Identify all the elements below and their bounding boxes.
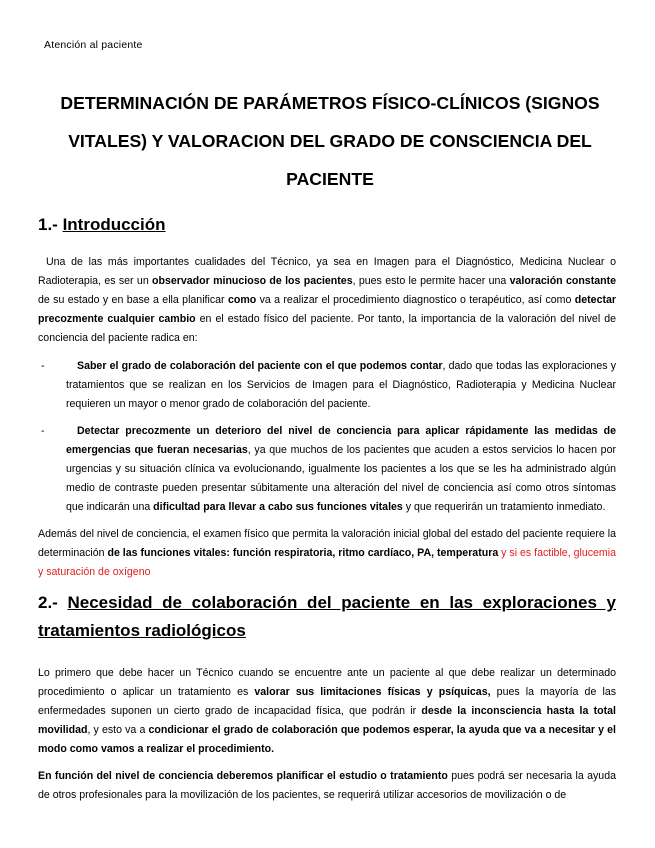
section-2-number: 2.- xyxy=(38,593,68,612)
planning-paragraph xyxy=(38,767,616,805)
text-run: , ya que muchos de los pacientes que acuden a estos servicios lo hacen por urgencias y su situación clínica va evolucionando, igualmente los pacientes a los que se les ha administrado algún medio de contraste pueden presentar súbitamente una alteración del nivel de conciencia así como otros síntomas que indicarán una xyxy=(66,444,616,513)
section-1-number: 1.- xyxy=(38,215,63,234)
document-title: DETERMINACIÓN DE PARÁMETROS FÍSICO-CLÍNICOS (SIGNOS VITALES) Y VALORACION DEL GRADO DE CONSCIENCIA DEL PACIENTE xyxy=(60,93,600,189)
running-header: Atención al paciente xyxy=(44,39,143,51)
text-run: y que requerirán un tratamiento inmediato. xyxy=(402,501,606,513)
bold-run: En función del nivel de conciencia deberemos planificar el estudio o tratamiento xyxy=(38,770,448,782)
bold-run: dificultad para llevar a cabo sus funciones vitales xyxy=(153,501,403,513)
collaboration-paragraph xyxy=(38,664,616,759)
text-run: pues la mayoría de las enfermedades suponen un cierto grado de incapacidad física, que podrán ir xyxy=(38,686,617,717)
bold-run: detectar precozmente cualquier cambio xyxy=(38,294,616,325)
text-run: Una de las más importantes cualidades del Técnico, ya sea en Imagen para el Diagnóstico, Medicina Nuclear o Radioterapia, es ser un xyxy=(38,256,616,287)
bullet-text xyxy=(66,357,616,414)
text-run: pues podrá ser necesaria la ayuda de otros profesionales para la movilización de los pacientes, se requerirá utilizar accesorios de movilización o de xyxy=(38,770,616,801)
text-run: de su estado y en base a ella planificar xyxy=(38,294,228,306)
bold-run: valoración constante xyxy=(509,275,616,287)
bold-run: de las funciones vitales: función respiratoria, ritmo cardíaco, PA, temperatura xyxy=(107,547,499,559)
bold-run: Detectar precozmente un deterioro del nivel de conciencia para aplicar rápidamente las medidas de emergencias que fueran necesarias xyxy=(66,425,616,456)
section-2-heading xyxy=(38,589,616,645)
bold-run: como xyxy=(227,294,257,306)
text-run: , dado que todas las exploraciones y tratamientos que se realizan en los Servicios de Imagen para el Diagnóstico, Radioterapia y Medicina Nuclear requieren un mayor o menor grado de colaboración del paciente. xyxy=(66,360,617,410)
text-run: , pues esto le permite hacer una xyxy=(352,275,510,287)
highlighted-run: y si es factible, glucemia y saturación de oxígeno xyxy=(38,547,616,578)
text-run: va a realizar el procedimiento diagnostico o terapéutico, así como xyxy=(256,294,575,306)
bullet-dash: - xyxy=(41,425,45,437)
bold-run: observador minucioso de los pacientes xyxy=(152,275,353,287)
text-run: Además del nivel de conciencia, el examen físico que permita la valoración inicial global del estado del paciente requiere la determinación xyxy=(38,528,616,559)
text-run: , y esto va a xyxy=(87,724,149,736)
bold-run: desde la inconsciencia hasta la total movilidad xyxy=(38,705,616,736)
section-1-title: Introducción xyxy=(62,215,166,234)
intro-paragraph xyxy=(38,253,616,348)
vital-functions-paragraph xyxy=(38,525,616,582)
bullet-dash: - xyxy=(41,360,45,372)
section-1-heading xyxy=(38,215,166,235)
bullet-item-1 xyxy=(38,357,616,414)
bold-run: Saber el grado de colaboración del paciente con el que podemos contar xyxy=(77,360,443,372)
section-2-title: Necesidad de colaboración del paciente en las exploraciones y tratamientos radiológicos xyxy=(38,593,617,640)
text-run: Lo primero que debe hacer un Técnico cuando se encuentre ante un paciente al que debe realizar un determinado procedimiento o aplicar un tratamiento es xyxy=(38,667,616,698)
bullet-item-2 xyxy=(38,422,616,517)
bold-run: valorar sus limitaciones físicas y psíquicas, xyxy=(254,686,491,698)
text-run: en el estado físico del paciente. Por tanto, la importancia de la valoración del nivel de conciencia del paciente radica en: xyxy=(38,313,617,344)
bullet-text xyxy=(66,422,616,517)
bold-run: condicionar el grado de colaboración que podemos esperar, la ayuda que va a necesitar y el modo como vamos a realizar el procedimiento. xyxy=(38,724,617,755)
